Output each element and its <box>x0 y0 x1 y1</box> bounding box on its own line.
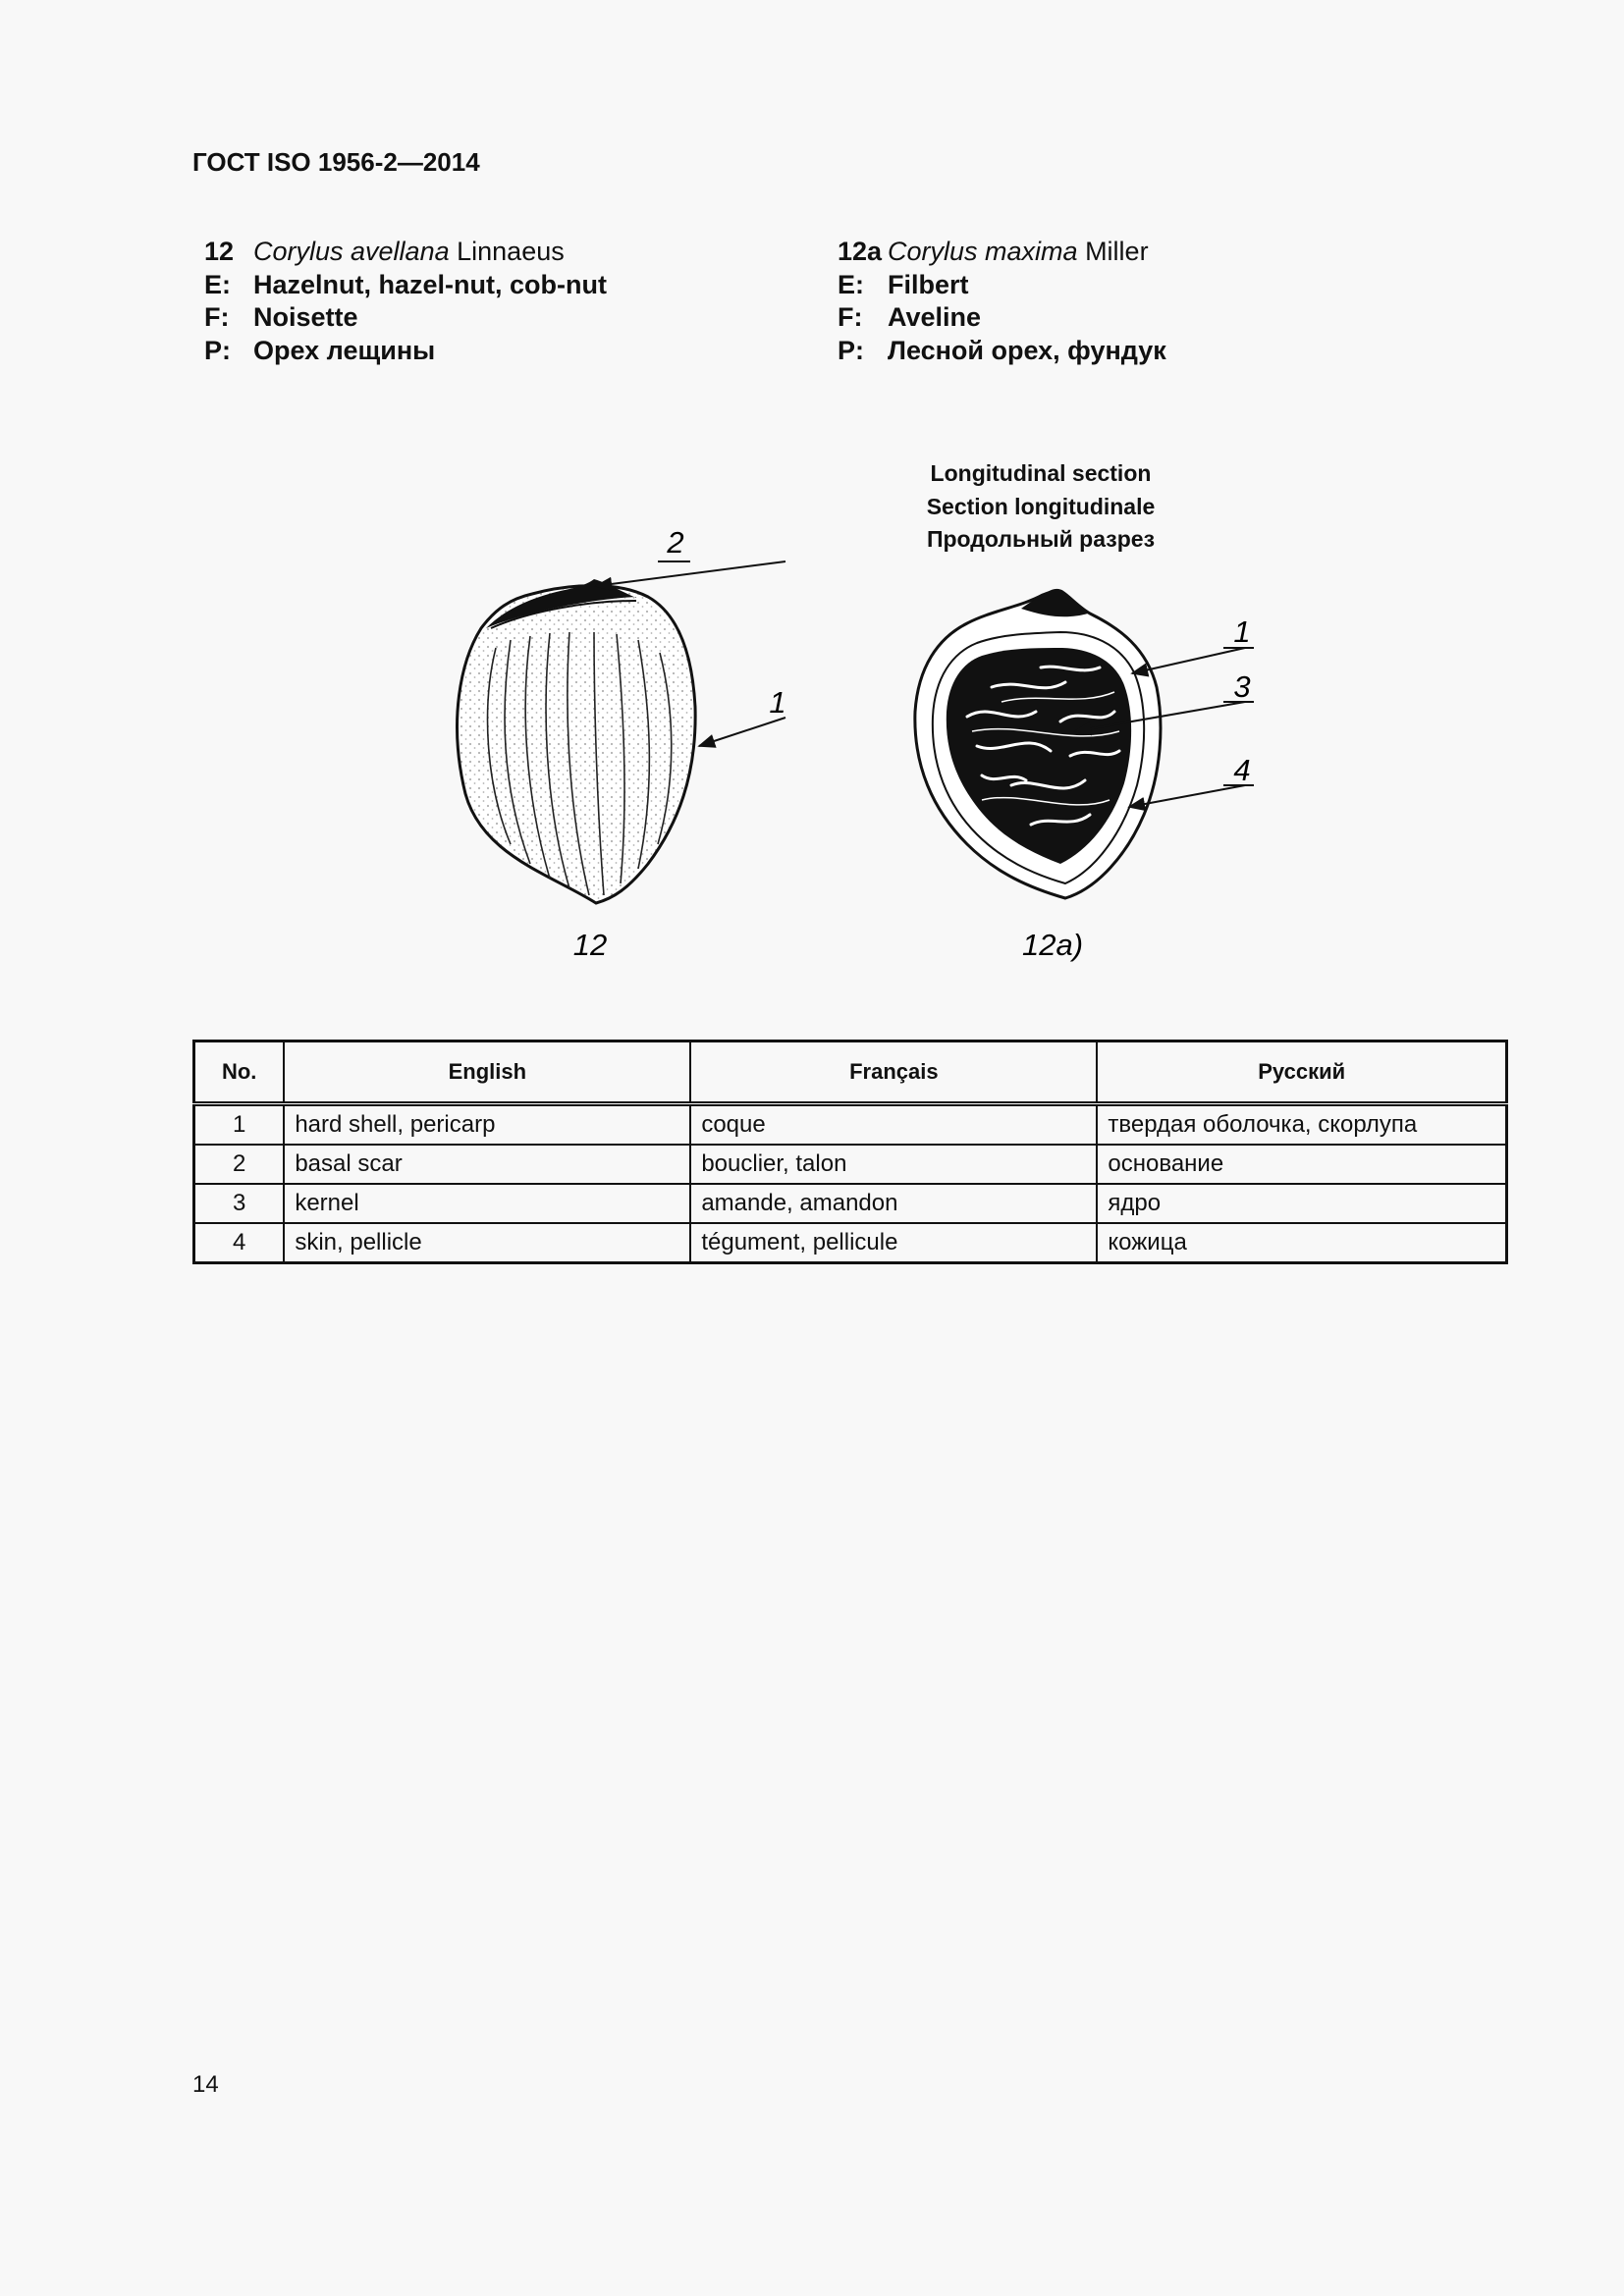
section-title: Longitudinal section Section longitudinale Продольный разрез <box>926 460 1156 552</box>
cell-english: hard shell, pericarp <box>284 1104 690 1146</box>
table-row <box>194 1223 1507 1263</box>
figure-caption-left: 12 <box>572 928 608 962</box>
header-english: English <box>284 1041 690 1104</box>
cell-english: kernel <box>284 1184 690 1223</box>
name-russian: P: Лесной орех, фундук <box>838 335 1166 365</box>
author-name: Miller <box>1085 237 1149 266</box>
hazelnut-whole-drawing <box>458 404 785 903</box>
document-header: ГОСТ ISO 1956-2—2014 <box>192 147 480 177</box>
species-number: 12a <box>838 237 883 266</box>
cell-no: 1 <box>194 1104 285 1146</box>
cell-no: 3 <box>194 1184 285 1223</box>
page-number: 14 <box>192 2071 219 2098</box>
callout-label: 1 <box>1233 614 1251 649</box>
species-number: 12 <box>204 237 235 266</box>
name-french: F: Aveline <box>838 302 982 332</box>
cell-russian: основание <box>1097 1145 1506 1184</box>
latin-name: Corylus maxima <box>888 237 1078 266</box>
name-english: E: Filbert <box>838 269 969 299</box>
name-french: F: Noisette <box>204 302 358 332</box>
name-english: E: Hazelnut, hazel-nut, cob-nut <box>204 269 607 299</box>
callout-label: 2 <box>667 525 684 560</box>
latin-name: Corylus avellana <box>253 237 450 266</box>
header-russian: Русский <box>1097 1041 1506 1104</box>
terms-table <box>192 1040 1508 1264</box>
callout-label: 3 <box>1233 669 1251 704</box>
cell-russian: ядро <box>1097 1184 1506 1223</box>
cell-french: bouclier, talon <box>690 1145 1097 1184</box>
cell-no: 4 <box>194 1223 285 1263</box>
table-row <box>194 1145 1507 1184</box>
callout-label: 4 <box>1233 753 1251 787</box>
cell-english: skin, pellicle <box>284 1223 690 1263</box>
callout-label: 1 <box>769 685 786 720</box>
table-header-row <box>194 1041 1507 1104</box>
figure-caption-right: 12a) <box>1021 928 1084 962</box>
cell-russian: кожица <box>1097 1223 1506 1263</box>
cell-french: tégument, pellicule <box>690 1223 1097 1263</box>
cell-russian: твердая оболочка, скорлупа <box>1097 1104 1506 1146</box>
cell-french: coque <box>690 1104 1097 1146</box>
name-russian: P: Орех лещины <box>204 335 436 365</box>
header-french: Français <box>690 1041 1097 1104</box>
table-row <box>194 1104 1507 1146</box>
cell-english: basal scar <box>284 1145 690 1184</box>
header-no: No. <box>194 1041 285 1104</box>
cell-french: amande, amandon <box>690 1184 1097 1223</box>
cell-no: 2 <box>194 1145 285 1184</box>
author-name: Linnaeus <box>457 237 565 266</box>
table-row <box>194 1184 1507 1223</box>
hazelnut-section-drawing <box>915 589 1254 898</box>
figure-illustrations <box>0 0 1624 1001</box>
